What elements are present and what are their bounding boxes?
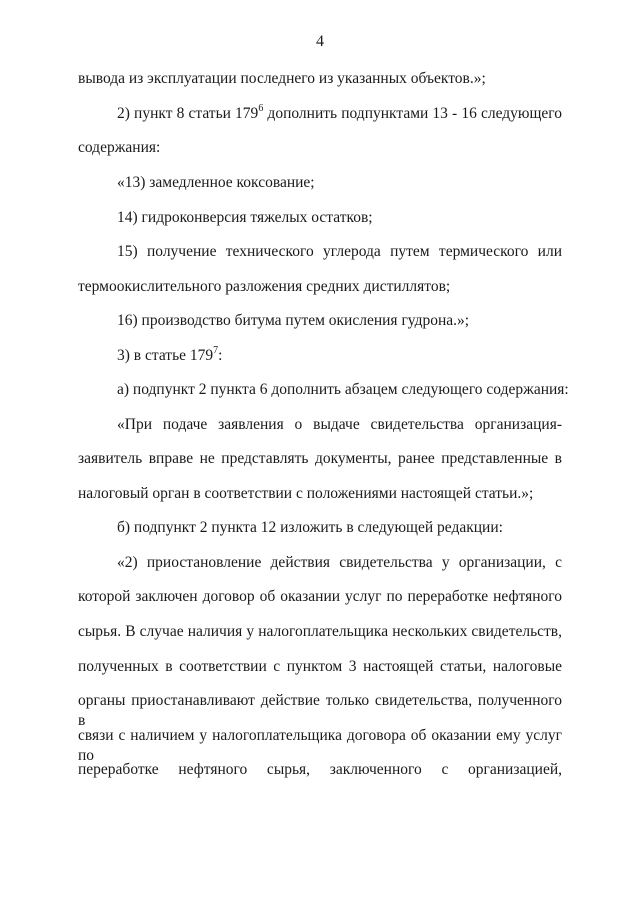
- superscript: 6: [258, 102, 264, 114]
- text-line: переработке нефтяного сырья, заключенного с организацией,: [78, 761, 562, 778]
- text-fragment: 3) в статье 179: [117, 347, 214, 364]
- text-fragment: :: [218, 347, 223, 364]
- text-line: «При подаче заявления о выдаче свидетельства организация-: [117, 416, 562, 433]
- text-line: термоокислительного разложения средних дистиллятов;: [78, 278, 451, 295]
- text-line: сырья. В случае наличия у налогоплательщика нескольких свидетельств,: [78, 623, 562, 640]
- text-line: полученных в соответствии с пунктом 3 настоящей статьи, налоговые: [78, 658, 562, 675]
- superscript: 7: [213, 344, 219, 356]
- text-line: «13) замедленное коксование;: [117, 174, 315, 191]
- text-line: связи с наличием у налогоплательщика договора об оказании ему услуг по: [78, 727, 562, 764]
- text-line: б) подпункт 2 пункта 12 изложить в следующей редакции:: [117, 519, 503, 536]
- text-line: которой заключен договор об оказании услуг по переработке нефтяного: [78, 588, 562, 605]
- text-line: содержания:: [78, 139, 161, 156]
- text-line: вывода из эксплуатации последнего из указанных объектов.»;: [78, 70, 486, 87]
- text-line: 14) гидроконверсия тяжелых остатков;: [117, 209, 373, 226]
- text-line: а) подпункт 2 пункта 6 дополнить абзацем следующего содержания:: [117, 381, 569, 398]
- text-line: «2) приостановление действия свидетельства у организации, с: [117, 554, 562, 571]
- text-line: 15) получение технического углерода путем термического или: [117, 243, 562, 260]
- text-line: заявитель вправе не представлять документы, ранее представленные в: [78, 450, 562, 467]
- text-line: налоговый орган в соответствии с положениями настоящей статьи.»;: [78, 485, 534, 502]
- page-number: 4: [316, 33, 324, 50]
- text-line: [117, 104, 562, 124]
- text-line: 16) производство битума путем окисления гудрона.»;: [117, 312, 470, 329]
- text-fragment: дополнить подпунктами 13 - 16 следующего: [263, 105, 562, 122]
- text-line: органы приостанавливают действие только свидетельства, полученного в: [78, 692, 562, 729]
- text-line: [117, 346, 222, 366]
- text-fragment: 2) пункт 8 статьи 179: [117, 105, 259, 122]
